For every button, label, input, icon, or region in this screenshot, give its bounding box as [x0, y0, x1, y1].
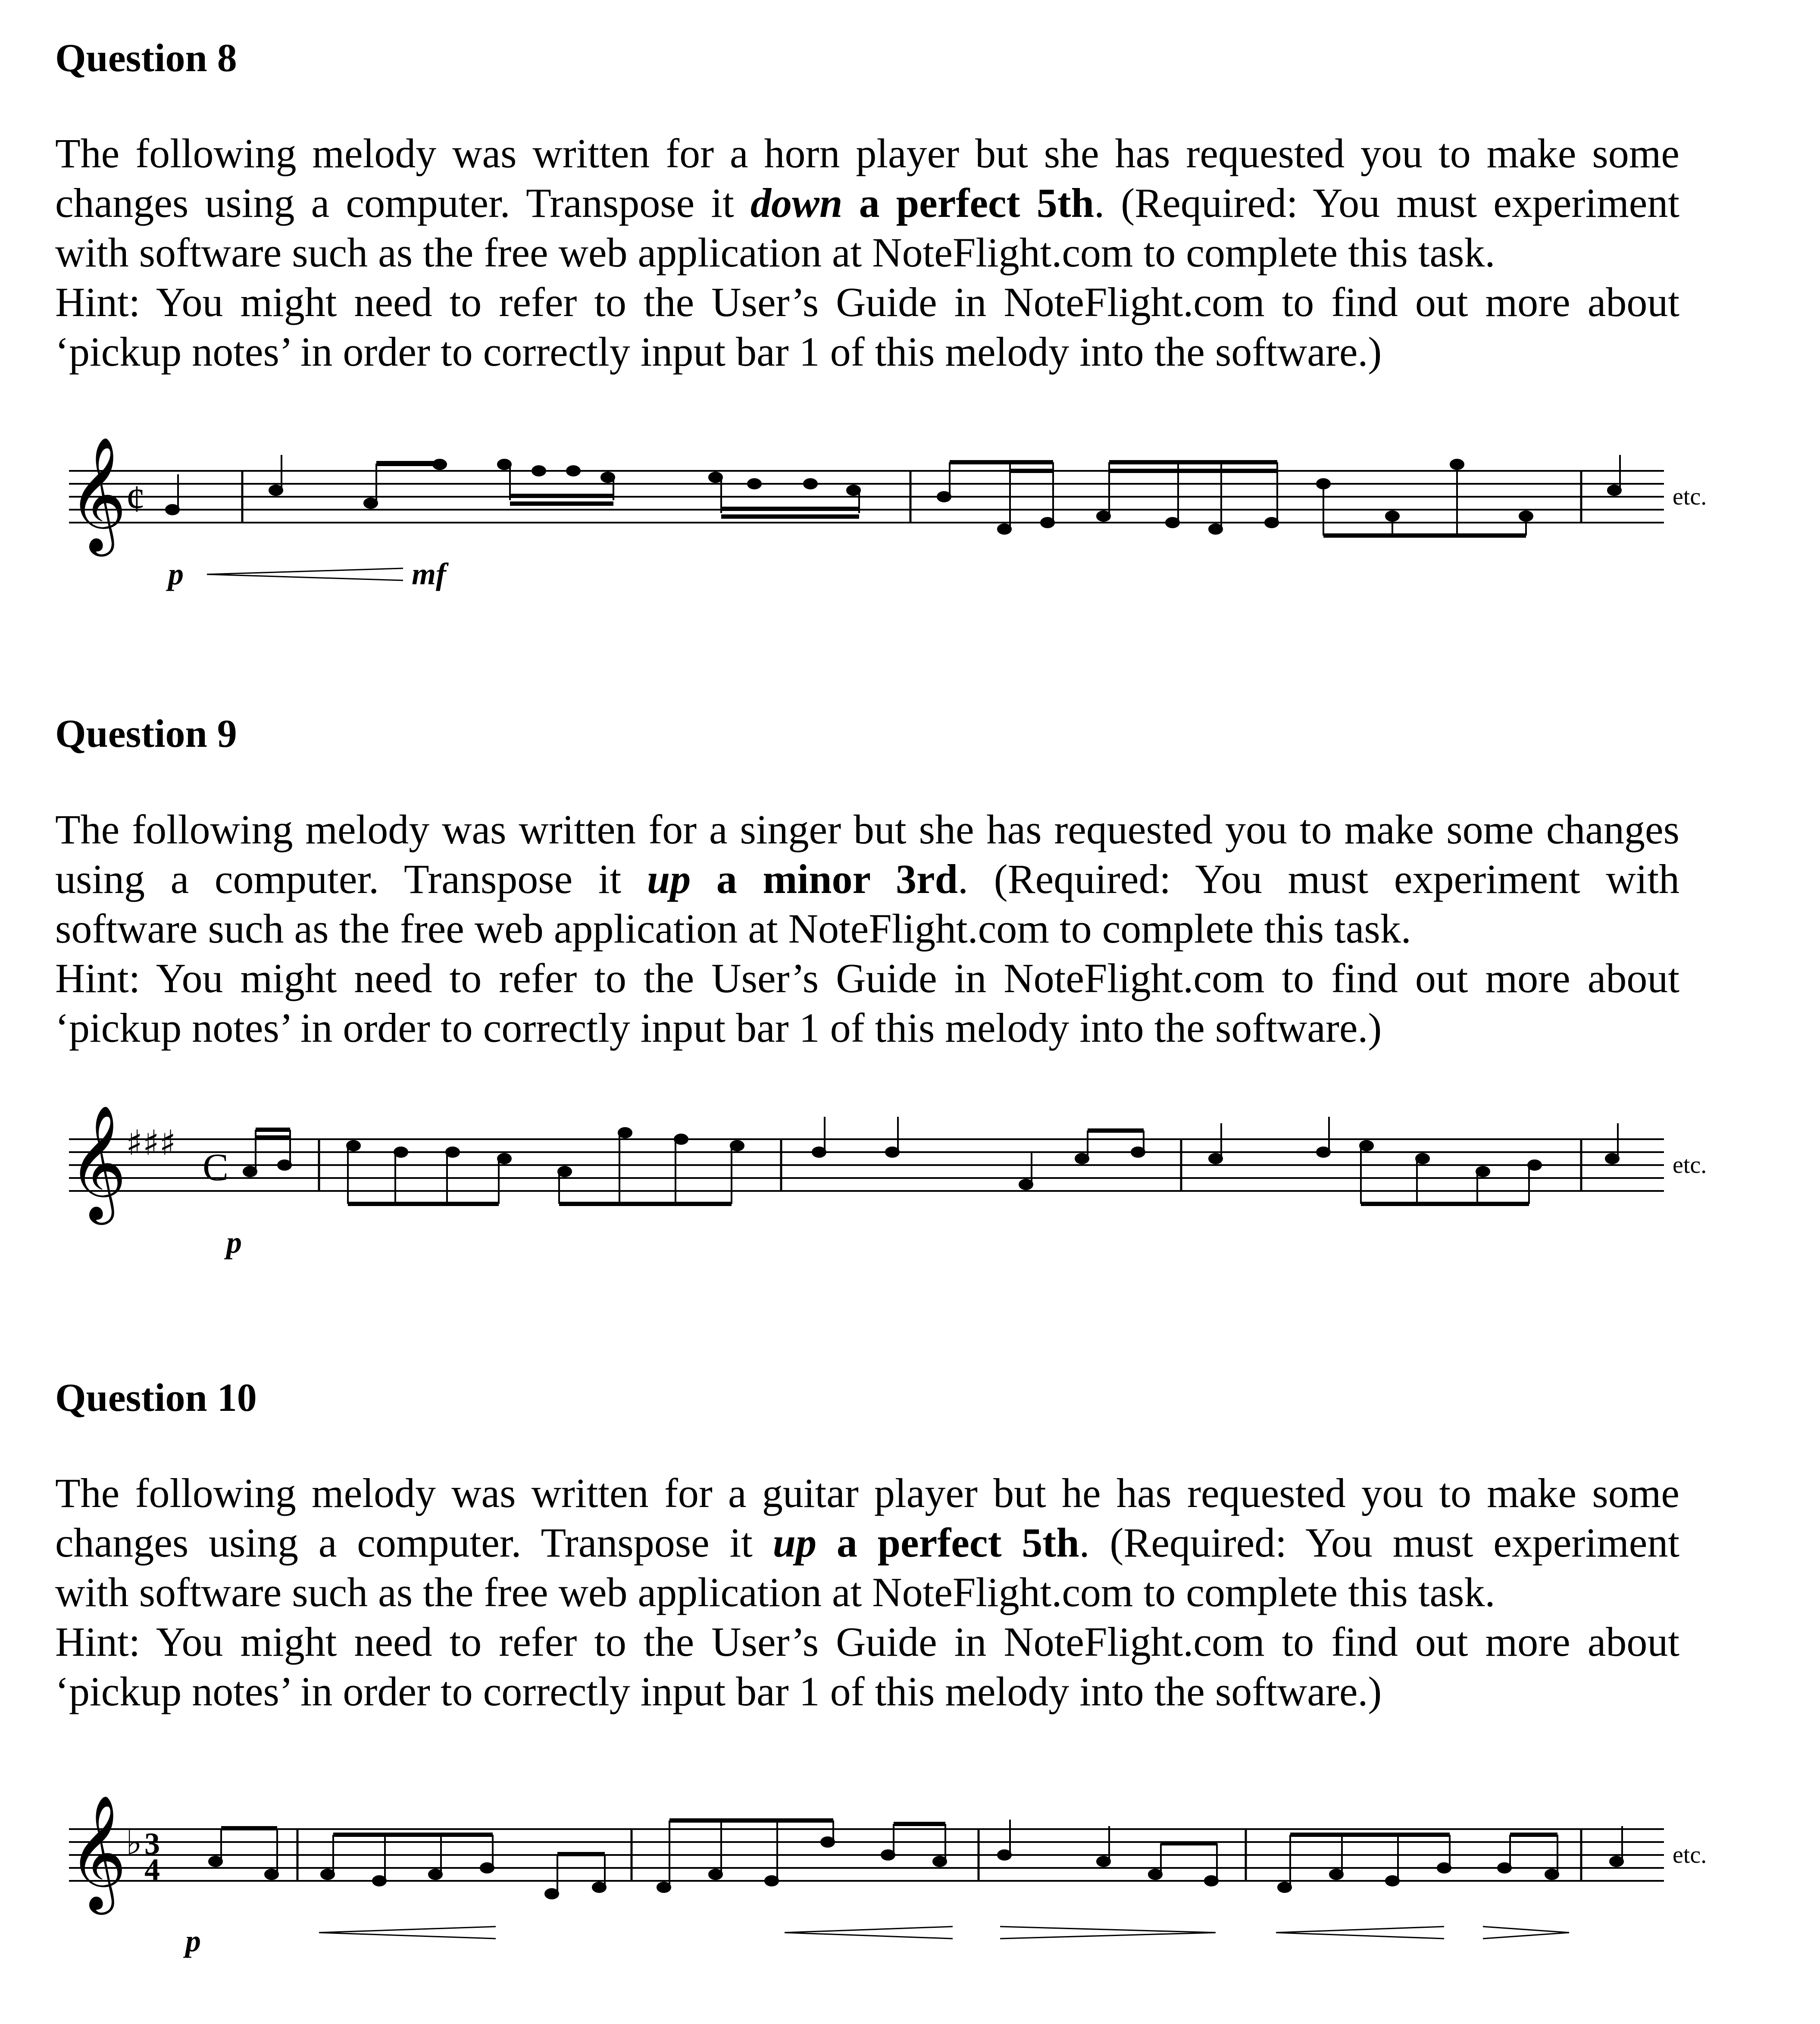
note [1476, 1167, 1489, 1176]
note [619, 1128, 632, 1137]
note [545, 1889, 558, 1899]
note [748, 479, 761, 489]
q8-direction: down [750, 180, 843, 226]
q10-line-4: Hint: You might need to refer to the User’s Guide in NoteFlight.com to find out more about [55, 1619, 1679, 1665]
note [481, 1863, 494, 1873]
note [1097, 511, 1110, 521]
note [1520, 511, 1532, 521]
time-signature-top: 3 [144, 1827, 160, 1861]
note [347, 1141, 360, 1150]
q9-line-5: ‘pickup notes’ in order to correctly input bar 1 of this melody into the software.) [55, 1005, 1382, 1051]
note [1528, 1160, 1541, 1170]
note [1209, 1154, 1222, 1163]
note [244, 1167, 256, 1176]
note [765, 1876, 778, 1886]
etc-label: etc. [1673, 483, 1707, 510]
note [567, 466, 580, 476]
q8-line-3: with software such as the free web application at NoteFlight.com to complete this task. [55, 229, 1495, 276]
q9-direction: up [647, 856, 691, 902]
note [998, 524, 1011, 534]
note [657, 1883, 670, 1892]
q8-interval: a perfect 5th [842, 180, 1095, 226]
note [1132, 1147, 1145, 1157]
q10-music-staff [0, 1794, 1820, 1979]
dynamic-p: p [185, 1924, 201, 1958]
note [1076, 1154, 1088, 1163]
treble-clef-icon: 𝄞 [68, 1105, 127, 1220]
note [1149, 1870, 1162, 1879]
note [1019, 1180, 1032, 1189]
dynamic-p: p [168, 557, 184, 591]
note [1205, 1876, 1218, 1886]
dynamic-mf: mf [412, 557, 446, 591]
treble-clef-icon: 𝄞 [68, 436, 127, 551]
note [498, 1154, 511, 1163]
note [1166, 518, 1179, 527]
hairpin [1000, 1927, 1216, 1939]
q9-music-staff [0, 1104, 1820, 1285]
q9-line-4: Hint: You might need to refer to the User’s Guide in NoteFlight.com to find out more about [55, 955, 1679, 1001]
staff-lines [69, 471, 1664, 523]
q8-line-1: The following melody was written for a horn player but she has requested you to make some [55, 130, 1679, 176]
note [1278, 1883, 1291, 1892]
note [364, 498, 377, 508]
q9-line-3: software such as the free web application at NoteFlight.com to complete this task. [55, 905, 1411, 952]
hairpin [319, 1927, 496, 1939]
note [558, 1167, 571, 1176]
treble-clef-icon: 𝄞 [68, 1795, 127, 1910]
q9-interval: a minor 3rd [691, 856, 958, 902]
note [1097, 1857, 1110, 1866]
question-9-text [55, 805, 1679, 1053]
note [933, 1857, 946, 1866]
note [709, 473, 722, 482]
note [731, 1141, 744, 1150]
hairpin [785, 1927, 953, 1939]
q10-line-3: with software such as the free web application at NoteFlight.com to complete this task. [55, 1569, 1495, 1615]
note [446, 1147, 459, 1157]
note [429, 1870, 442, 1879]
note [1545, 1870, 1558, 1879]
q9-line-2: using a computer. Transpose it up a minor 3rd. (Required: You must experiment with [55, 856, 1680, 902]
note [1606, 1154, 1619, 1163]
q8-line-4: Hint: You might need to refer to the User’s Guide in NoteFlight.com to find out more about [55, 279, 1679, 325]
time-signature: C [203, 1146, 229, 1189]
time-signature: ¢ [126, 478, 145, 520]
note [593, 1883, 606, 1892]
question-8-heading: Question 8 [55, 36, 237, 80]
note [209, 1857, 222, 1866]
staff-lines [69, 1139, 1664, 1191]
note [1317, 1147, 1330, 1157]
q8-line-2: changes using a computer. Transpose it down a perfect 5th. (Required: You must experiment [55, 180, 1680, 226]
note [998, 1850, 1011, 1860]
note [886, 1147, 899, 1157]
key-signature-icon: ♭ [126, 1822, 142, 1862]
dynamic-p: p [226, 1225, 242, 1260]
note [1608, 486, 1621, 495]
note [1265, 518, 1278, 527]
q10-interval: a perfect 5th [816, 1520, 1079, 1566]
time-signature-bottom: 4 [144, 1852, 160, 1887]
note [1209, 524, 1222, 534]
note [394, 1147, 407, 1157]
q10-line-1: The following melody was written for a guitar player but he has requested you to make some [55, 1470, 1679, 1516]
note [1386, 1876, 1399, 1886]
question-10-heading: Question 10 [55, 1375, 257, 1419]
question-8-text [55, 128, 1679, 376]
question-10-text [55, 1468, 1679, 1716]
question-9-heading: Question 9 [55, 711, 237, 755]
note [1438, 1863, 1451, 1873]
note [265, 1870, 278, 1879]
note [813, 1147, 826, 1157]
etc-label: etc. [1673, 1842, 1707, 1868]
key-signature-icon: ♯♯♯ [126, 1123, 176, 1163]
hairpins [319, 1927, 1569, 1939]
hairpin [1276, 1927, 1444, 1939]
note [278, 1160, 291, 1170]
hairpin [1483, 1927, 1569, 1939]
hairpin-crescendo [207, 568, 403, 580]
note [882, 1850, 894, 1860]
q10-line-5: ‘pickup notes’ in order to correctly input bar 1 of this melody into the software.) [55, 1668, 1382, 1714]
note [847, 486, 860, 495]
note [1451, 460, 1464, 469]
note [821, 1837, 834, 1847]
note [373, 1876, 386, 1886]
note [532, 466, 545, 476]
q9-line-1: The following melody was written for a singer but she has requested you to make some changes [55, 806, 1679, 852]
q8-line-5: ‘pickup notes’ in order to correctly input bar 1 of this melody into the software.) [55, 329, 1382, 375]
q10-line-2: changes using a computer. Transpose it up a perfect 5th. (Required: You must experiment [55, 1520, 1680, 1566]
note [1360, 1141, 1373, 1150]
note [166, 505, 179, 514]
note [1498, 1863, 1511, 1873]
q10-direction: up [772, 1520, 817, 1566]
q8-music-staff [0, 436, 1820, 617]
notes [209, 1820, 1623, 1899]
note [1610, 1857, 1623, 1866]
etc-label: etc. [1673, 1152, 1707, 1178]
note [601, 473, 614, 482]
note [938, 492, 951, 501]
note [709, 1870, 722, 1879]
note [498, 460, 511, 469]
note [1041, 518, 1054, 527]
note [1386, 511, 1399, 521]
note [1330, 1870, 1343, 1879]
note [321, 1870, 334, 1879]
note [804, 479, 817, 489]
note [1416, 1154, 1429, 1163]
note [675, 1134, 688, 1144]
note [269, 486, 282, 495]
note [1317, 479, 1330, 489]
